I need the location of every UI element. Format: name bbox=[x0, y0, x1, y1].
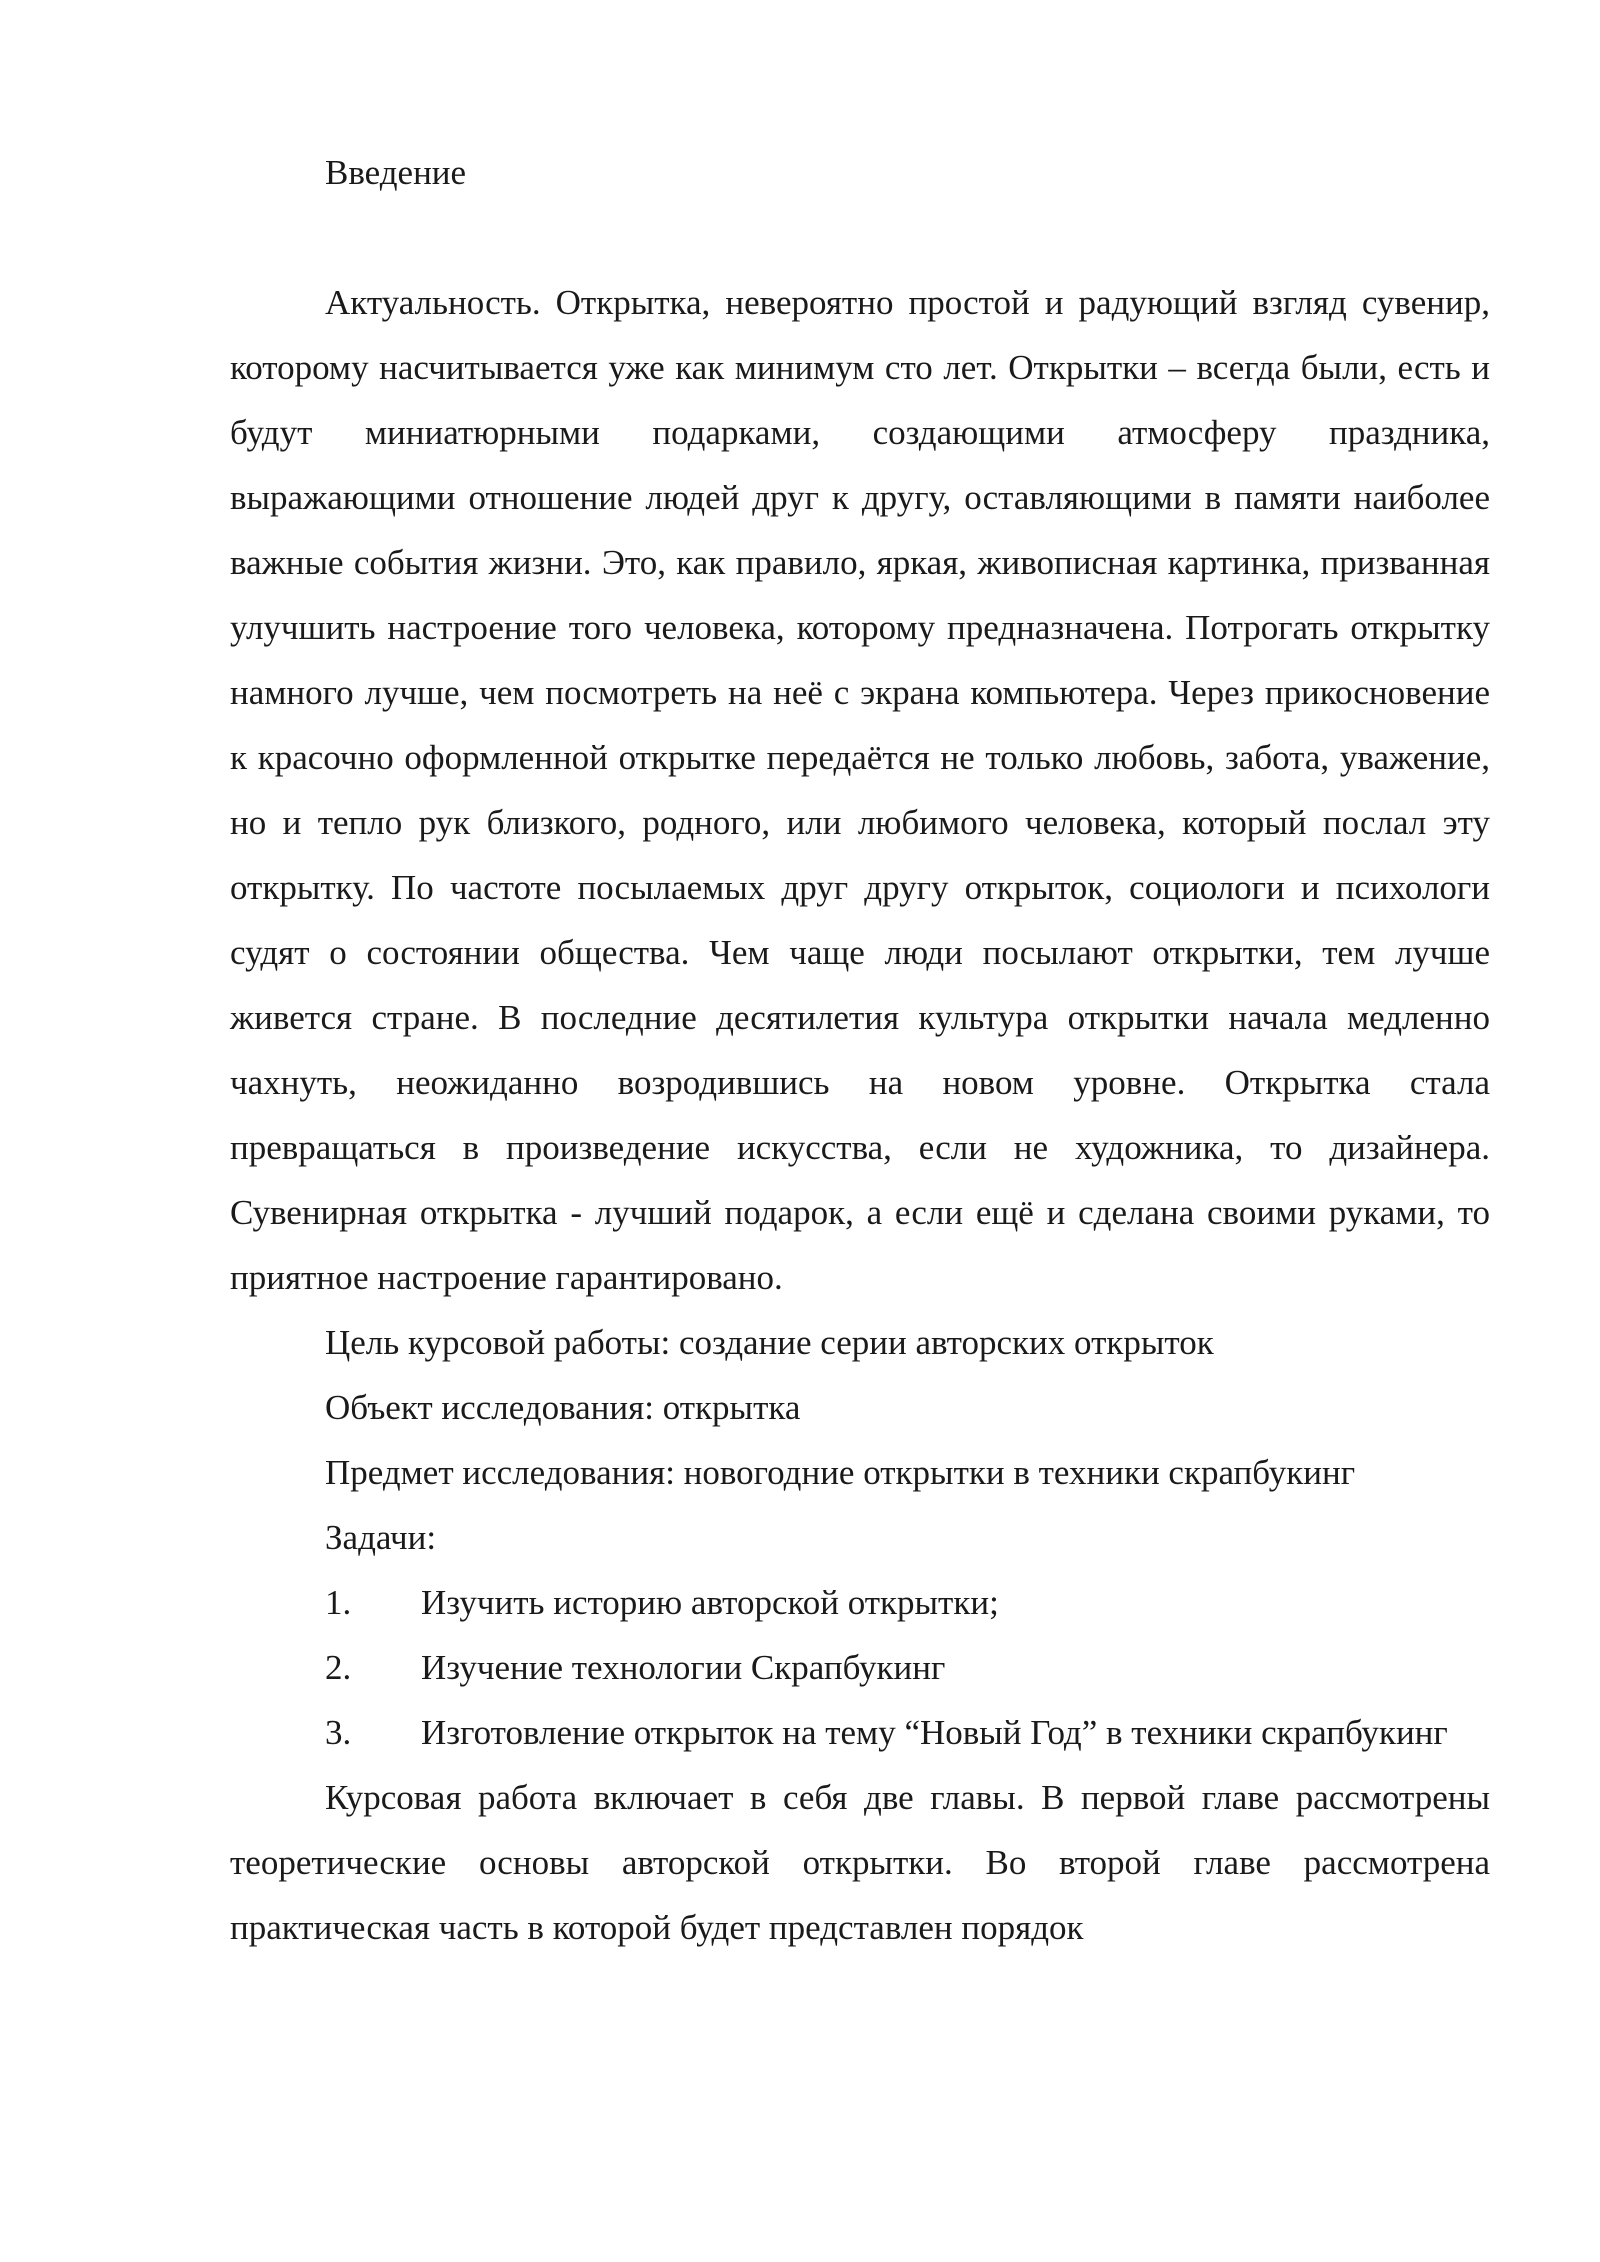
task-number: 3. bbox=[325, 1713, 352, 1752]
section-heading: Введение bbox=[325, 153, 467, 192]
task-item-2 bbox=[230, 1635, 1490, 1700]
task-number: 2. bbox=[325, 1648, 352, 1687]
task-item-3 bbox=[230, 1700, 1490, 1765]
goal-paragraph: Цель курсовой работы: создание серии авторских открыток bbox=[325, 1323, 1214, 1362]
document-page bbox=[230, 140, 1490, 1960]
task-text: Изучить историю авторской открытки; bbox=[421, 1583, 999, 1622]
object-paragraph: Объект исследования: открытка bbox=[325, 1388, 801, 1427]
subject-paragraph: Предмет исследования: новогодние открытки в техники скрапбукинг bbox=[325, 1453, 1356, 1492]
relevance-paragraph: Актуальность. Открытка, невероятно простой и радующий взгляд сувенир, которому насчитывается уже как минимум сто лет. Открытки – всегда были, есть и будут миниатюрными подарками, создающими атмосферу праздника, выражающими отношение людей друг к другу, оставляющими в памяти наиболее важные события жизни. Это, как правило, яркая, живописная картинка, призванная улучшить настроение того человека, которому предназначена. Потрогать открытку намного лучше, чем посмотреть на неё с экрана компьютера. Через прикосновение к красочно оформленной открытке передаётся не только любовь, забота, уважение, но и тепло рук близкого, родного, или любимого человека, который послал эту открытку. По частоте посылаемых друг другу открыток, социологи и психологи судят о состоянии общества. Чем чаще люди посылают открытки, тем лучше живется стране. В последние десятилетия культура открытки начала медленно чахнуть, неожиданно возродившись на новом уровне. Открытка стала превращаться в произведение искусства, если не художника, то дизайнера. Сувенирная открытка - лучший подарок, а если ещё и сделана своими руками, то приятное настроение гарантировано. bbox=[230, 283, 1490, 1297]
task-item-1 bbox=[230, 1570, 1490, 1635]
task-text: Изучение технологии Скрапбукинг bbox=[421, 1648, 946, 1687]
structure-paragraph: Курсовая работа включает в себя две главы. В первой главе рассмотрены теоретические основы авторской открытки. Во второй главе рассмотрена практическая часть в которой будет представлен порядок bbox=[230, 1778, 1490, 1947]
task-text: Изготовление открыток на тему “Новый Год” в техники скрапбукинг bbox=[421, 1713, 1448, 1752]
tasks-label: Задачи: bbox=[325, 1518, 437, 1557]
task-number: 1. bbox=[325, 1583, 352, 1622]
